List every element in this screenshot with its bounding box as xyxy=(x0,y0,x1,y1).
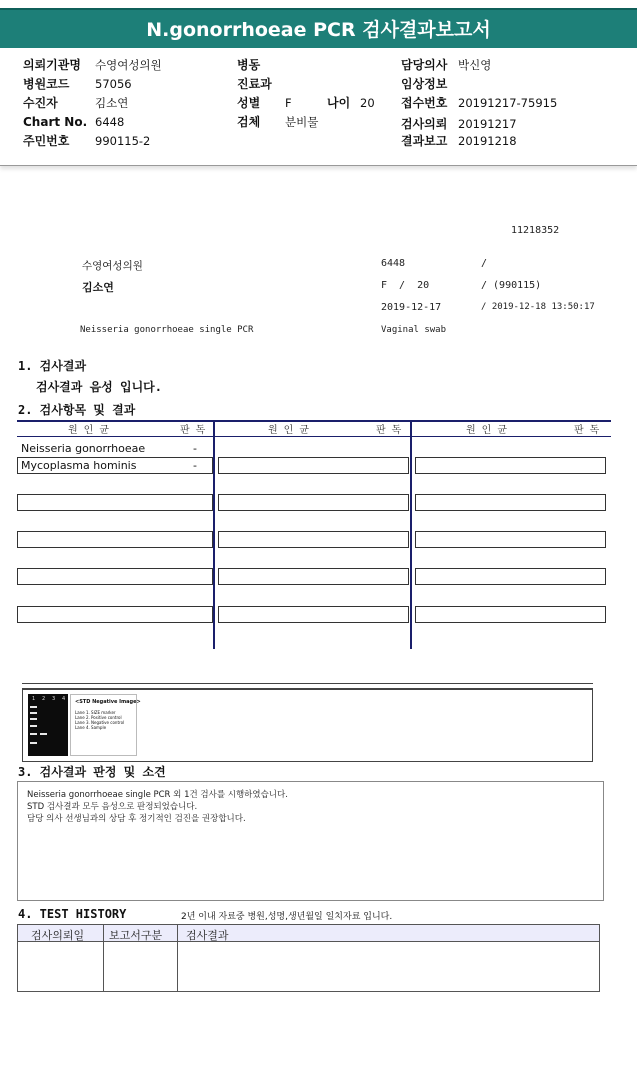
section4-heading: 4. TEST HISTORY xyxy=(18,907,127,921)
organism-result: - xyxy=(193,459,197,472)
opinion-line: 담당 의사 선생님과의 상담 후 정기적인 검진을 권장합니다. xyxy=(27,814,246,824)
lane-number: 2 xyxy=(42,696,46,702)
header-doctor: 담당의사 박신영 xyxy=(401,58,492,72)
empty-result-row xyxy=(218,606,409,623)
patient-sex-age: F / 20 xyxy=(381,280,430,291)
organism-result: - xyxy=(193,442,197,455)
history-column-divider xyxy=(103,925,104,992)
title-bar xyxy=(0,0,637,50)
report-header xyxy=(0,50,637,166)
opinion-line: Neisseria gonorrhoeae single PCR 외 1건 검사를 시행하였습니다. xyxy=(27,790,288,800)
header-clinical-info: 임상정보 xyxy=(401,77,448,91)
empty-result-row xyxy=(415,568,606,585)
empty-result-row xyxy=(415,606,606,623)
gel-legend-title: <STD Negative Image> xyxy=(75,699,141,705)
empty-result-row xyxy=(415,457,606,474)
history-col-result: 검사결과 xyxy=(186,929,229,942)
patient-birth: / (990115) xyxy=(481,280,542,291)
empty-result-row xyxy=(218,494,409,511)
table-column-divider xyxy=(410,420,412,649)
header-resident-no: 주민번호 990115-2 xyxy=(23,134,151,148)
header-hospital-code: 병원코드 57056 xyxy=(23,77,132,91)
history-note: 2년 이내 자료중 병원,성명,생년월일 일치자료 입니다. xyxy=(181,912,393,922)
empty-result-row xyxy=(17,568,213,585)
test-name: Neisseria gonorrhoeae single PCR xyxy=(80,325,254,335)
section1-heading: 1. 검사결과 xyxy=(18,359,87,373)
lane-number: 3 xyxy=(52,696,56,702)
gel-band xyxy=(30,725,37,727)
header-institution: 의뢰기관명 수영여성의원 xyxy=(23,58,162,72)
col-judgment-1: 판 독 xyxy=(180,425,206,436)
empty-result-row xyxy=(17,606,213,623)
header-sex: 성별 F xyxy=(237,96,292,110)
patient-name: 김소연 xyxy=(82,281,114,294)
empty-result-row xyxy=(415,531,606,548)
slash-separator: / xyxy=(481,258,488,269)
request-date: 2019-12-17 xyxy=(381,302,442,313)
lane-number: 4 xyxy=(62,696,66,702)
chart-number: 6448 xyxy=(381,258,406,269)
gel-legend-line: Lane 4. Sample xyxy=(75,725,107,730)
gel-band xyxy=(30,742,37,744)
header-department: 진료과 xyxy=(237,77,272,91)
gel-band xyxy=(40,733,47,735)
section3-heading: 3. 검사결과 판정 및 소견 xyxy=(18,765,166,779)
empty-result-row xyxy=(218,531,409,548)
col-organism-1: 원 인 균 xyxy=(68,425,110,436)
history-column-divider xyxy=(177,925,178,992)
specimen-type: Vaginal swab xyxy=(381,325,447,335)
gel-band xyxy=(30,733,37,735)
col-judgment-2: 판 독 xyxy=(376,425,402,436)
gel-band xyxy=(30,712,37,714)
section2-heading: 2. 검사항목 및 결과 xyxy=(18,403,136,417)
opinion-line: STD 검사결과 모두 음성으로 판정되었습니다. xyxy=(27,802,198,812)
gel-legend-line: Lane 3. Negative control xyxy=(75,720,125,725)
empty-result-row xyxy=(17,494,213,511)
header-specimen: 검체 분비물 xyxy=(237,115,319,129)
gel-band xyxy=(30,718,37,720)
col-judgment-3: 판 독 xyxy=(574,425,600,436)
empty-result-row xyxy=(218,568,409,585)
history-col-request-date: 검사의뢰일 xyxy=(31,929,85,942)
gel-divider xyxy=(22,683,593,684)
history-col-report-type: 보고서구분 xyxy=(109,929,163,942)
organism-name: Neisseria gonorrhoeae xyxy=(21,442,146,455)
report-title: N.gonorrhoeae PCR 검사결과보고서 xyxy=(0,8,637,48)
empty-result-row xyxy=(17,531,213,548)
header-request-date: 검사의뢰 20191217 xyxy=(401,117,517,131)
history-table-header xyxy=(18,925,599,942)
section1-result: 검사결과 음성 입니다. xyxy=(36,380,163,394)
empty-result-row xyxy=(218,457,409,474)
gel-band xyxy=(30,706,37,708)
col-organism-3: 원 인 균 xyxy=(466,425,508,436)
empty-result-row xyxy=(415,494,606,511)
table-column-divider xyxy=(213,420,215,649)
header-ward: 병동 xyxy=(237,58,261,72)
gel-legend-line: Lane 2. Positive control xyxy=(75,715,122,720)
header-patient: 수진자 김소연 xyxy=(23,96,129,110)
gel-legend-line: Lane 1. SIZE marker xyxy=(75,710,116,715)
specimen-code: 11218352 xyxy=(511,225,560,236)
header-report-date: 결과보고 20191218 xyxy=(401,134,517,148)
report-datetime: / 2019-12-18 13:50:17 xyxy=(481,302,595,312)
header-receipt-no: 접수번호 20191217-75915 xyxy=(401,96,558,110)
gel-legend xyxy=(70,694,141,756)
header-chart-no: Chart No. 6448 xyxy=(23,115,125,129)
lane-number: 1 xyxy=(32,696,36,702)
organism-row xyxy=(17,457,213,474)
header-age: 나이 20 xyxy=(327,96,375,110)
col-organism-2: 원 인 균 xyxy=(268,425,310,436)
organism-name: Mycoplasma hominis xyxy=(21,459,137,472)
clinic-name: 수영여성의원 xyxy=(82,260,143,272)
